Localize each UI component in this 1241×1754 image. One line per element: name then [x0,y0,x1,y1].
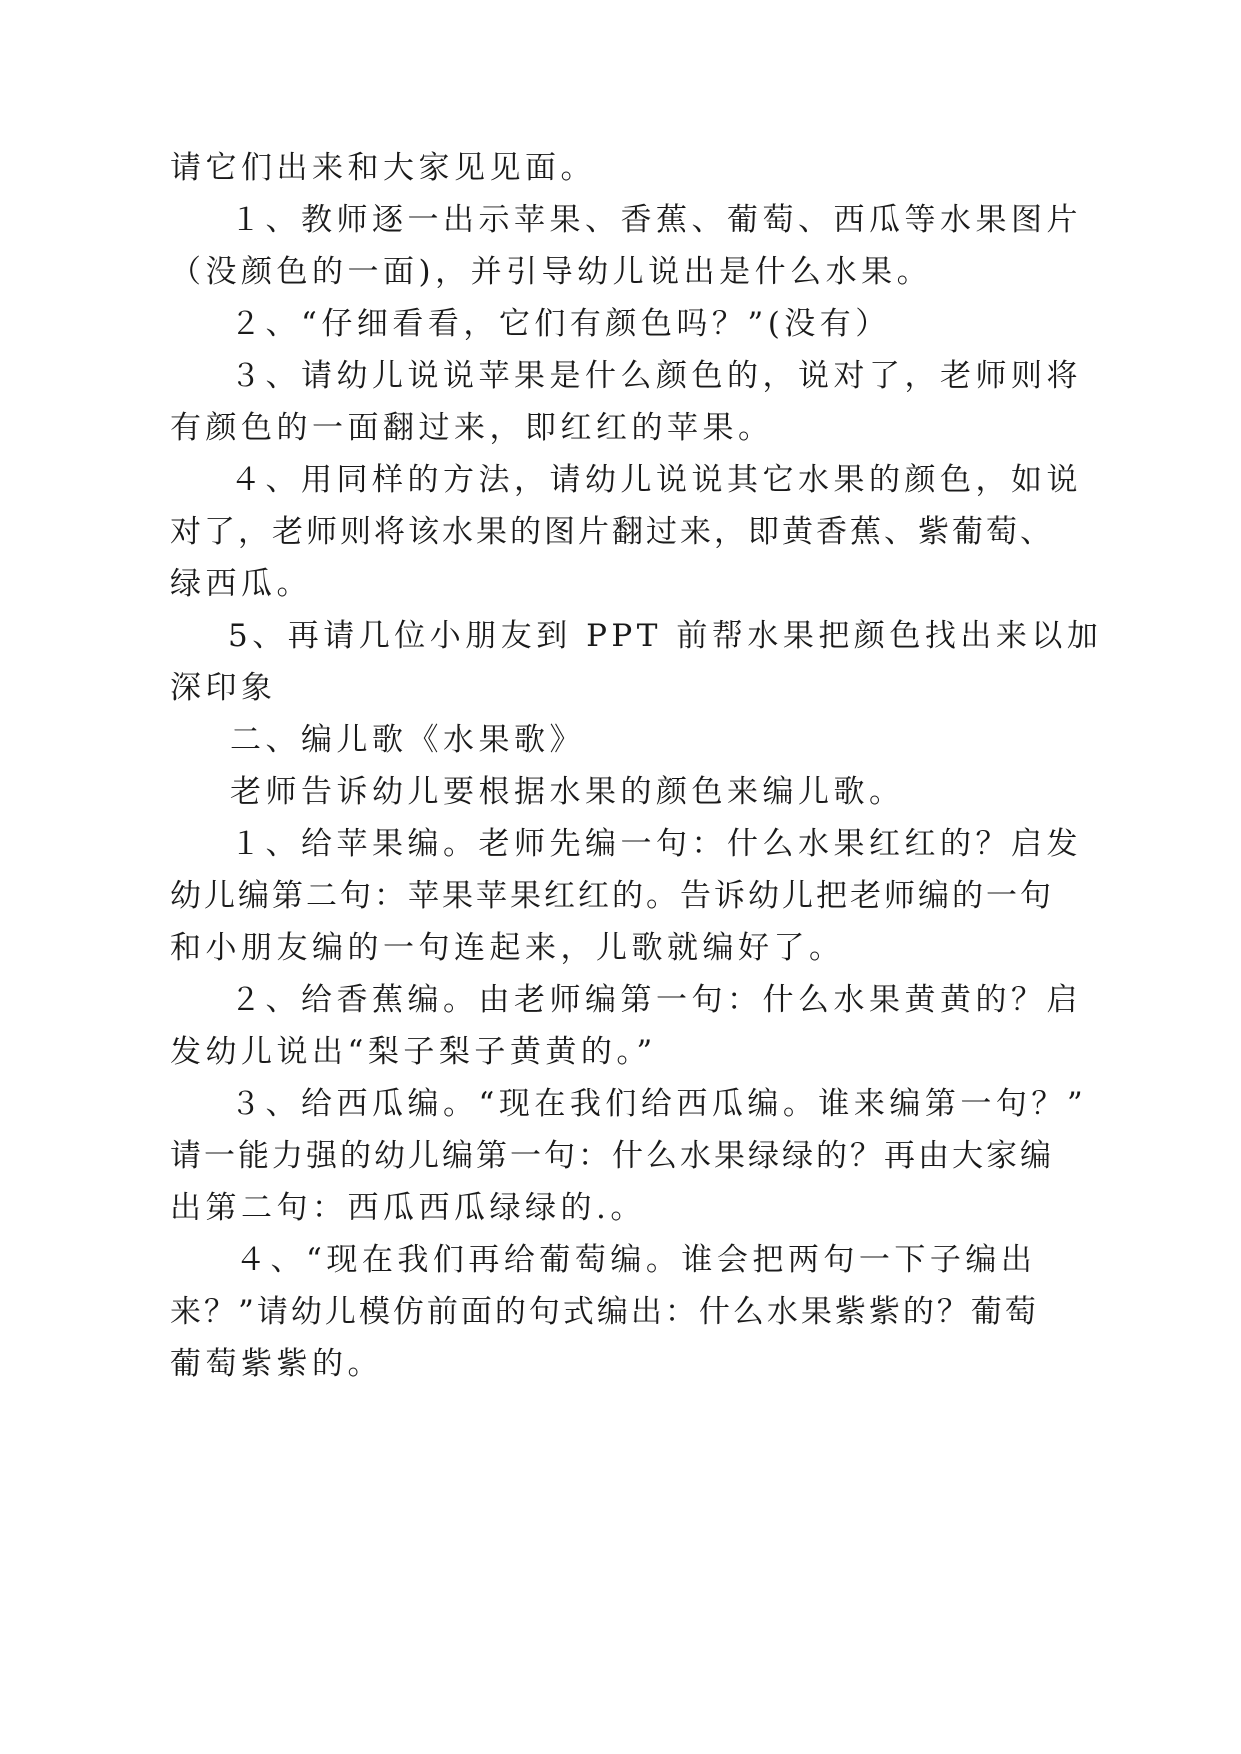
text-line: ２、“仔细看看，它们有颜色吗？”(没有） [230,306,891,342]
text-line: 请它们出来和大家见见面。 [170,150,596,186]
text-line: 请一能力强的幼儿编第一句：什么水果绿绿的？再由大家编 [170,1138,1054,1174]
text-line: 和小朋友编的一句连起来，儿歌就编好了。 [170,930,845,966]
text-line: １、教师逐一出示苹果、香蕉、葡萄、西瓜等水果图片 [230,202,1082,238]
text-line: ４、用同样的方法，请幼儿说说其它水果的颜色，如说 [230,462,1082,498]
text-line: 有颜色的一面翻过来，即红红的苹果。 [170,410,774,446]
text-line: １、给苹果编。老师先编一句：什么水果红红的？启发 [230,826,1082,862]
text-line: 出第二句：西瓜西瓜绿绿的.。 [170,1190,646,1226]
text-line: 老师告诉幼儿要根据水果的颜色来编儿歌。 [230,774,905,810]
text-line: 幼儿编第二句：苹果苹果红红的。告诉幼儿把老师编的一句 [170,878,1054,914]
text-line: （没颜色的一面)，并引导幼儿说出是什么水果。 [170,254,933,290]
text-line: ３、给西瓜编。“现在我们给西瓜编。谁来编第一句？” [230,1086,1088,1122]
text-line: 5、再请几位小朋友到 PPT 前帮水果把颜色找出来以加 [228,618,1103,654]
text-line: 发幼儿说出“梨子梨子黄黄的。” [170,1034,657,1070]
text-line: 深印象 [170,670,277,706]
text-line: ２、给香蕉编。由老师编第一句：什么水果黄黄的？启 [230,982,1082,1018]
text-line: 绿西瓜。 [170,566,312,602]
section-heading: 二、编儿歌《水果歌》 [230,722,585,758]
text-line: 来？”请幼儿模仿前面的句式编出：什么水果紫紫的？葡萄 [170,1294,1039,1330]
text-line: 葡萄紫紫的。 [170,1346,383,1382]
text-line: ３、请幼儿说说苹果是什么颜色的，说对了，老师则将 [230,358,1082,394]
text-line: ４、“现在我们再给葡萄编。谁会把两句一下子编出 [235,1242,1037,1278]
text-line: 对了，老师则将该水果的图片翻过来，即黄香蕉、紫葡萄、 [170,514,1054,550]
